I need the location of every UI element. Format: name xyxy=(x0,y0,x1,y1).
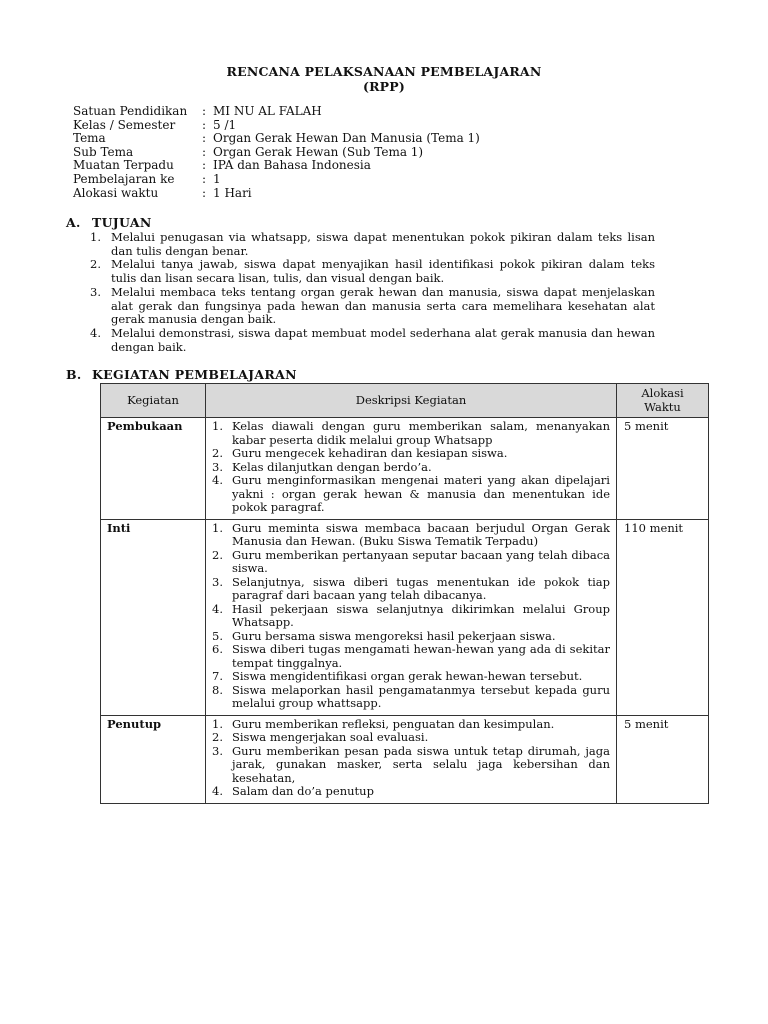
list-item: 1. Guru memberikan refleksi, penguatan dan kesimpulan. xyxy=(212,716,555,731)
list-item: 1. Guru meminta siswa membaca bacaan berjudul Organ Gerak Manusia dan Hewan. (Buku Siswa Tematik Terpadu) xyxy=(212,520,610,548)
activity-name: Inti xyxy=(101,519,206,715)
list-item: 2. Siswa mengerjakan soal evaluasi. xyxy=(212,730,429,744)
title-line-2: (RPP) xyxy=(362,79,405,94)
objectives-list xyxy=(90,231,655,354)
list-item: 8. Siswa melaporkan hasil pengamatanmya tersebut kepada guru melalui group whattsapp. xyxy=(212,682,610,710)
section-letter: B. xyxy=(66,367,82,382)
info-row: Alokasi waktu : 1 Hari xyxy=(73,185,252,200)
info-value: 1 xyxy=(213,171,221,186)
list-item: 7. Siswa mengidentifikasi organ gerak hewan-hewan tersebut. xyxy=(212,669,583,683)
activity-description xyxy=(206,715,617,803)
list-item: 3. Melalui membaca teks tentang organ gerak hewan dan manusia, siswa dapat menjelaskan alat gerak dan fungsinya pada hewan dan manusia serta cara memelihara kesehatan alat gerak manusia dengan baik. xyxy=(90,284,655,327)
header-alokasi: Alokasi Waktu xyxy=(617,384,709,418)
info-label: Kelas / Semester xyxy=(73,117,176,132)
info-value: IPA dan Bahasa Indonesia xyxy=(213,158,371,173)
list-item: 3. Selanjutnya, siswa diberi tugas menentukan ide pokok tiap paragraf dari bacaan yang telah dibacanya. xyxy=(212,574,610,602)
activity-time: 5 menit xyxy=(617,418,709,520)
list-item: 4. Salam dan do’a penutup xyxy=(212,784,374,798)
identity-table xyxy=(73,105,480,200)
section-title: TUJUAN xyxy=(92,215,152,230)
list-item: 2. Guru mengecek kehadiran dan kesiapan siswa. xyxy=(212,446,508,460)
table-row xyxy=(101,715,709,803)
table-row xyxy=(101,418,709,520)
activity-name: Penutup xyxy=(101,715,206,803)
section-letter: A. xyxy=(66,215,81,230)
list-item: 4. Hasil pekerjaan siswa selanjutnya dikirimkan melalui Group Whatsapp. xyxy=(212,601,610,629)
info-row: Tema : Organ Gerak Hewan Dan Manusia (Tema 1) xyxy=(73,131,480,146)
info-label: Tema xyxy=(73,131,106,146)
info-row: Kelas / Semester : 5 /1 xyxy=(73,117,237,132)
table-header-row xyxy=(101,384,709,418)
section-b-heading xyxy=(66,368,297,382)
activity-description xyxy=(206,519,617,715)
section-title: KEGIATAN PEMBELAJARAN xyxy=(92,367,297,382)
header-kegiatan: Kegiatan xyxy=(101,384,206,418)
header-deskripsi: Deskripsi Kegiatan xyxy=(206,384,617,418)
activity-name: Pembukaan xyxy=(101,418,206,520)
info-label: Muatan Terpadu xyxy=(73,158,174,173)
activity-description xyxy=(206,418,617,520)
list-item: 2. Guru memberikan pertanyaan seputar bacaan yang telah dibaca siswa. xyxy=(212,547,610,575)
info-row: Satuan Pendidikan : MI NU AL FALAH xyxy=(73,104,322,118)
list-item: 2. Melalui tanya jawab, siswa dapat menyajikan hasil identifikasi pokok pikiran dalam teks tulis dan lisan secara lisan, tulis, dan visual dengan baik. xyxy=(90,257,655,286)
list-item: 3. Guru memberikan pesan pada siswa untuk tetap dirumah, jaga jarak, gunakan masker, serta selalu jaga kebersihan dan kesehatan, xyxy=(212,743,610,785)
info-value: Organ Gerak Hewan Dan Manusia (Tema 1) xyxy=(213,131,480,146)
info-label: Satuan Pendidikan xyxy=(73,104,188,118)
info-value: MI NU AL FALAH xyxy=(213,104,322,118)
info-row: Pembelajaran ke : 1 xyxy=(73,171,221,186)
document-title xyxy=(0,64,768,94)
activities-table xyxy=(100,383,709,804)
info-label: Pembelajaran ke xyxy=(73,171,175,186)
info-value: 5 /1 xyxy=(213,117,237,132)
list-item: 1. Kelas diawali dengan guru memberikan salam, menanyakan kabar peserta didik melalui group Whatsapp xyxy=(212,419,610,447)
section-a-heading xyxy=(66,216,152,230)
list-item: 5. Guru bersama siswa mengoreksi hasil pekerjaan siswa. xyxy=(212,628,556,643)
list-item: 4. Guru menginformasikan mengenai materi yang akan dipelajari yakni : organ gerak hewan & manusia dan menentukan ide pokok paragraf. xyxy=(212,473,610,514)
activity-time: 5 menit xyxy=(617,715,709,803)
info-label: Alokasi waktu xyxy=(73,185,159,200)
list-item: 1. Melalui penugasan via whatsapp, siswa dapat menentukan pokok pikiran dalam teks lisan dan tulis dengan benar. xyxy=(90,230,655,258)
info-label: Sub Tema xyxy=(73,144,134,159)
info-value: Organ Gerak Hewan (Sub Tema 1) xyxy=(213,144,424,159)
info-value: 1 Hari xyxy=(213,185,252,200)
activity-time: 110 menit xyxy=(617,519,709,715)
list-item: 6. Siswa diberi tugas mengamati hewan-hewan yang ada di sekitar tempat tinggalnya. xyxy=(212,642,610,670)
list-item: 3. Kelas dilanjutkan dengan berdo’a. xyxy=(212,459,432,474)
list-item: 4. Melalui demonstrasi, siswa dapat membuat model sederhana alat gerak manusia dan hewan dengan baik. xyxy=(90,325,655,354)
title-line-1: RENCANA PELAKSANAAN PEMBELAJARAN xyxy=(226,64,542,79)
info-row: Sub Tema : Organ Gerak Hewan (Sub Tema 1) xyxy=(73,144,424,159)
info-row: Muatan Terpadu : IPA dan Bahasa Indonesia xyxy=(73,158,371,173)
table-row xyxy=(101,519,709,715)
